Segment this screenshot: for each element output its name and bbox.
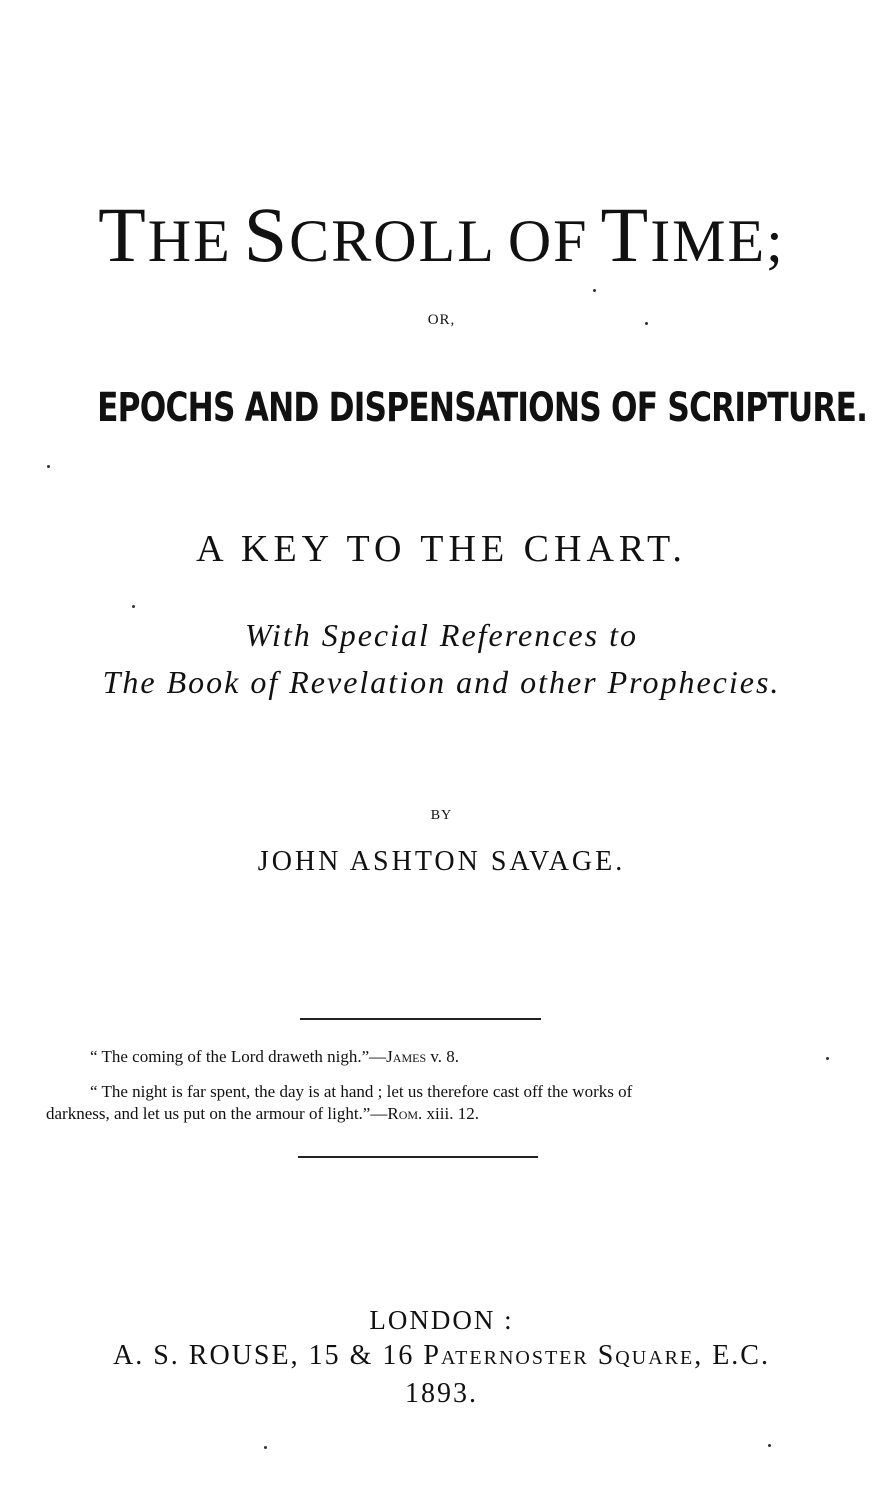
by-label: BY: [430, 808, 453, 823]
quote-romans-cite: xiii. 12.: [422, 1104, 479, 1123]
imprint-city: LONDON :: [369, 1305, 514, 1335]
or-connector: OR,: [427, 312, 456, 328]
imprint-year: 1893.: [405, 1378, 478, 1409]
print-speck: [768, 1444, 771, 1447]
quote-romans-text: darkness, and let us put on the armour of light.”—: [46, 1104, 388, 1123]
publisher-part-b: Paternoster Square: [423, 1340, 695, 1371]
print-speck: [593, 289, 596, 292]
references-line-1: With Special References to: [245, 617, 638, 653]
quote-james-text: “ The coming of the Lord draweth nigh.”—: [90, 1047, 387, 1066]
author-name: JOHN ASHTON SAVAGE.: [257, 846, 626, 877]
bottom-rule-divider: [298, 1156, 538, 1158]
title-time-initial: T: [600, 191, 651, 278]
title-of: OF: [507, 208, 589, 274]
print-speck: [47, 465, 50, 468]
imprint-publisher: [0, 1340, 883, 1372]
print-speck: [264, 1446, 267, 1449]
title-the-initial: T: [98, 191, 148, 278]
quote-romans-line-1: “ The night is far spent, the day is at hand ; let us therefore cast off the works of: [90, 1082, 633, 1101]
print-speck: [645, 322, 648, 325]
title-the-rest: HE: [147, 208, 232, 274]
publisher-part-a: A. S. ROUSE, 15 & 16: [113, 1340, 424, 1371]
publisher-part-c: , E.C.: [694, 1340, 770, 1371]
quote-james: [90, 1047, 459, 1067]
key-heading: A KEY TO THE CHART.: [196, 528, 687, 570]
subtitle: EPOCHS AND DISPENSATIONS OF SCRIPTURE.: [97, 385, 868, 431]
quote-romans-book: Rom.: [387, 1104, 423, 1123]
references-line-2: The Book of Revelation and other Prophecies.: [102, 664, 781, 700]
title-scroll-initial: S: [243, 191, 290, 278]
quote-james-book: James: [386, 1047, 427, 1066]
quote-james-cite: v. 8.: [426, 1047, 460, 1066]
top-rule-divider: [300, 1018, 541, 1020]
quote-romans-line-2: [46, 1104, 479, 1124]
title-time-rest: IME;: [650, 208, 785, 274]
title-scroll-rest: CROLL: [289, 208, 496, 274]
print-speck: [132, 605, 135, 608]
book-title: [0, 190, 883, 280]
print-speck: [826, 1057, 829, 1060]
